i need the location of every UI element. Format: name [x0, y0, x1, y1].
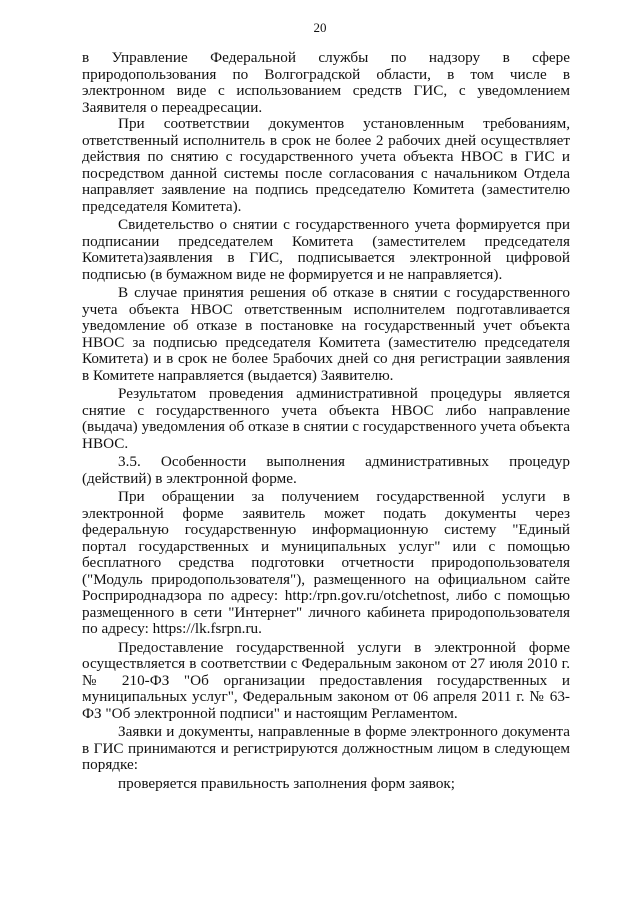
paragraph-refusal: В случае принятия решения об отказе в снятии с государственного учета объекта НВОС ответственным исполнителем подготавливается уведомление об отказе в постановке на государственный учет объекта НВОС за подписью председателя Комитета (заместителю председателя Комитета) и в срок не более 5рабочих дней со дня регистрации заявления в Комитете направляется (выдается) Заявителю.	[82, 284, 570, 384]
paragraph-check-forms: проверяется правильность заполнения форм заявок;	[118, 774, 456, 792]
paragraph-electronic-submission: При обращении за получением государственной услуги в электронной форме заявитель может подать документы через федеральную государственную информационную систему "Единый портал государственных и муниципальных услуг" или с помощью бесплатного средства подготовки отчетности природопользователя ("Модуль природопользователя"), размещенного на официальном сайте Росприроднадзора по адресу: http:/rpn.gov.ru/otchetnost, либо с помощью размещенного в сети "Интернет" личного кабинета природопользователя по адресу: https://lk.fsrpn.ru.	[82, 488, 570, 637]
paragraph-compliance: При соответствии документов установленным требованиям, ответственный исполнитель в срок не более 2 рабочих дней осуществляет действия по снятию с государственного учета объекта НВОС в ГИС и посредством данной системы после согласования с начальником Отдела направляет заявление на подпись председателю Комитета (заместителю председателя Комитета).	[82, 115, 570, 215]
paragraph-result: Результатом проведения административной процедуры является снятие с государственного учета объекта НВОС либо направление (выдача) уведомления об отказе в снятии с государственного учета объекта НВОС.	[82, 385, 570, 452]
paragraph-certificate: Свидетельство о снятии с государственного учета формируется при подписании председателем Комитета (заместителем председателя Комитета)заявления в ГИС, подписывается электронной цифровой подписью (в бумажном виде не формируется и не направляется).	[82, 216, 570, 283]
section-heading-3-5: 3.5. Особенности выполнения административных процедур (действий) в электронной форме.	[82, 453, 570, 487]
paragraph-legal-basis: Предоставление государственной услуги в электронной форме осуществляется в соответствии с Федеральным законом от 27 июля 2010 г. № 210-ФЗ "Об организации предоставления государственных и муниципальных услуг", Федеральным законом от 06 апреля 2011 г. № 63-ФЗ "Об электронной подписи" и настоящим Регламентом.	[82, 638, 570, 722]
page-number: 20	[313, 20, 327, 35]
document-body	[82, 50, 570, 794]
paragraph-registration-order: Заявки и документы, направленные в форме электронного документа в ГИС принимаются и регистрируются должностным лицом в следующем порядке:	[82, 723, 570, 773]
paragraph-redirect: в Управление Федеральной службы по надзору в сфере природопользования по Волгоградской области, в том числе в электронном виде с использованием средств ГИС, с уведомлением Заявителя о переадресации.	[82, 49, 570, 116]
